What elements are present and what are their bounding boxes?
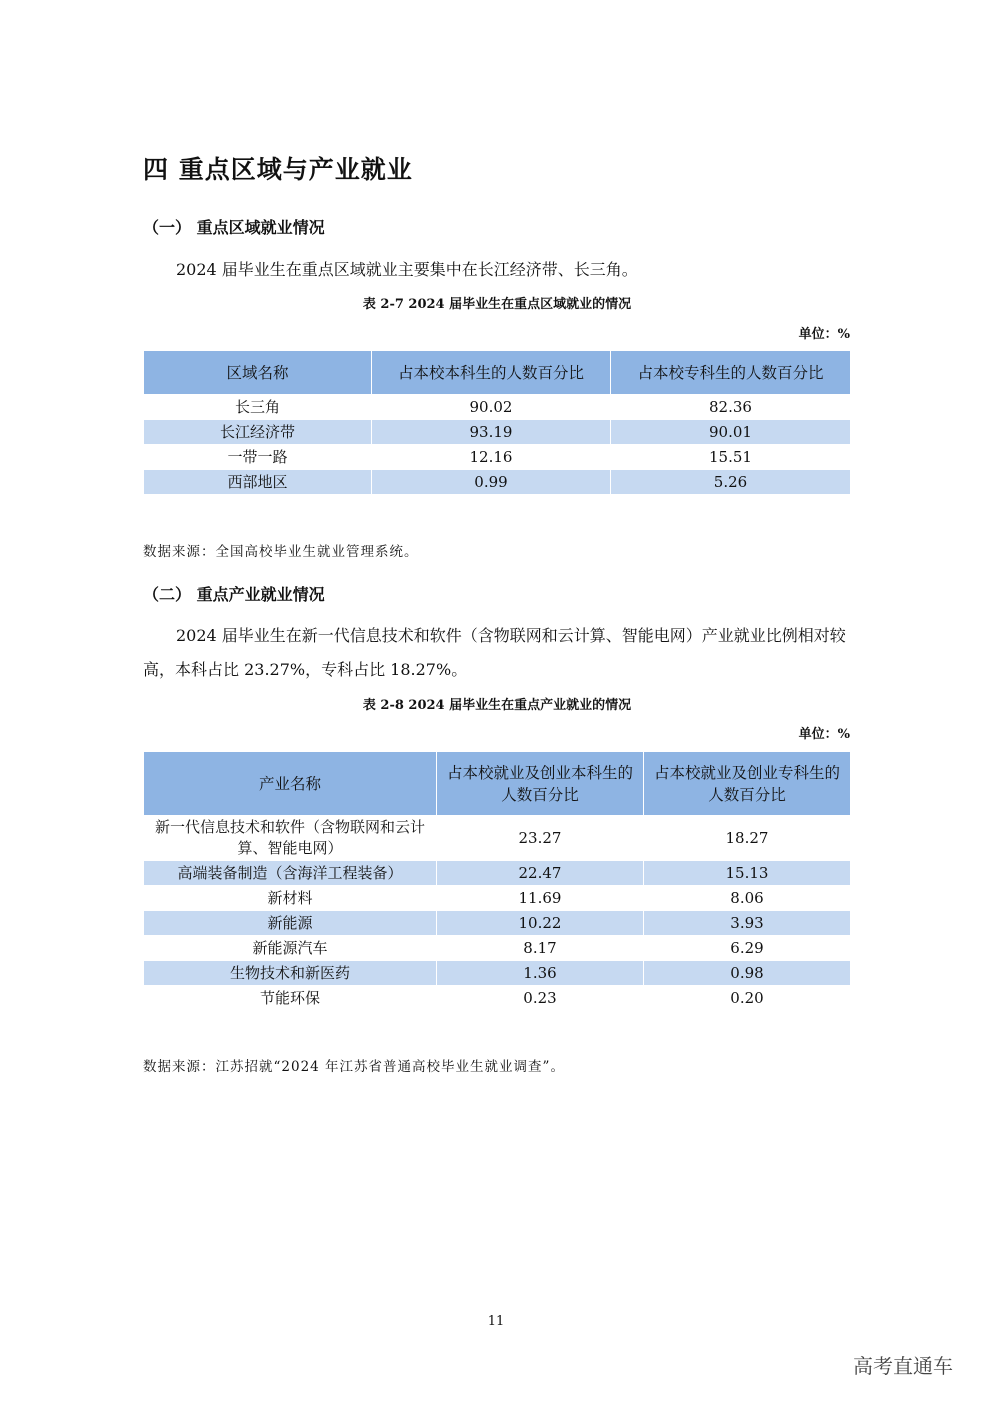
table-cell: 18.27: [644, 816, 851, 861]
table-header-row: [144, 752, 851, 816]
column-header: 占本校就业及创业专科生的人数百分比: [644, 752, 851, 816]
table-cell: 15.13: [644, 861, 851, 886]
table-row: [144, 445, 851, 470]
table-caption-region: 表 2-7 2024 届毕业生在重点区域就业的情况: [362, 297, 632, 312]
section-title-industry: （二） 重点产业就业情况: [143, 585, 325, 604]
column-header: 产业名称: [144, 752, 437, 816]
table-cell: 8.17: [437, 936, 644, 961]
table-cell: 82.36: [611, 395, 851, 420]
table-cell: 一带一路: [144, 445, 372, 470]
data-source-industry: 数据来源：江苏招就“2024 年江苏省普通高校毕业生就业调查”。: [143, 1059, 565, 1075]
unit-label-region: 单位：%: [798, 327, 850, 342]
table-row: [144, 886, 851, 911]
table-row: [144, 395, 851, 420]
table-cell: 新能源: [144, 911, 437, 936]
table-cell: 6.29: [644, 936, 851, 961]
table-cell: 5.26: [611, 470, 851, 495]
table-cell: 0.99: [372, 470, 611, 495]
page-number: 11: [487, 1314, 505, 1329]
table-row: [144, 470, 851, 495]
column-header: 占本校本科生的人数百分比: [372, 351, 611, 395]
page-heading: 四 重点区域与产业就业: [143, 155, 413, 184]
table-cell: 1.36: [437, 961, 644, 986]
industry-paragraph: 2024 届毕业生在新一代信息技术和软件（含物联网和云计算、智能电网）产业就业比例相对较高，本科占比 23.27%，专科占比 18.27%。: [143, 626, 846, 679]
table-cell: 15.51: [611, 445, 851, 470]
watermark: 高考直通车: [853, 1354, 953, 1378]
industry-table: [143, 751, 851, 1011]
table-cell: 0.20: [644, 986, 851, 1011]
table-row: [144, 861, 851, 886]
section-title-region: （一） 重点区域就业情况: [143, 218, 325, 237]
region-paragraph: 2024 届毕业生在重点区域就业主要集中在长江经济带、长三角。: [176, 260, 638, 279]
table-caption-industry: 表 2-8 2024 届毕业生在重点产业就业的情况: [362, 698, 632, 713]
column-header: 占本校专科生的人数百分比: [611, 351, 851, 395]
table-row: [144, 936, 851, 961]
table-cell: 3.93: [644, 911, 851, 936]
table-cell: 长江经济带: [144, 420, 372, 445]
column-header: 区域名称: [144, 351, 372, 395]
table-cell: 新能源汽车: [144, 936, 437, 961]
data-source-region: 数据来源：全国高校毕业生就业管理系统。: [143, 544, 419, 560]
table-header-row: [144, 351, 851, 395]
table-cell: 0.23: [437, 986, 644, 1011]
table-cell: 10.22: [437, 911, 644, 936]
table-cell: 生物技术和新医药: [144, 961, 437, 986]
table-cell: 11.69: [437, 886, 644, 911]
table-cell: 93.19: [372, 420, 611, 445]
table-cell: 12.16: [372, 445, 611, 470]
table-row: [144, 420, 851, 445]
table-row: [144, 911, 851, 936]
table-row: [144, 986, 851, 1011]
table-cell: 节能环保: [144, 986, 437, 1011]
region-table: [143, 350, 851, 495]
table-cell: 长三角: [144, 395, 372, 420]
table-cell: 22.47: [437, 861, 644, 886]
table-cell: 23.27: [437, 816, 644, 861]
table-cell: 0.98: [644, 961, 851, 986]
unit-label-industry: 单位：%: [798, 727, 850, 742]
table-cell: 90.02: [372, 395, 611, 420]
table-cell: 8.06: [644, 886, 851, 911]
table-cell: 90.01: [611, 420, 851, 445]
table-cell: 西部地区: [144, 470, 372, 495]
column-header: 占本校就业及创业本科生的人数百分比: [437, 752, 644, 816]
table-cell: 新材料: [144, 886, 437, 911]
table-row: [144, 961, 851, 986]
table-cell: 高端装备制造（含海洋工程装备）: [144, 861, 437, 886]
table-row: [144, 816, 851, 861]
table-cell: 新一代信息技术和软件（含物联网和云计算、智能电网）: [144, 816, 437, 861]
